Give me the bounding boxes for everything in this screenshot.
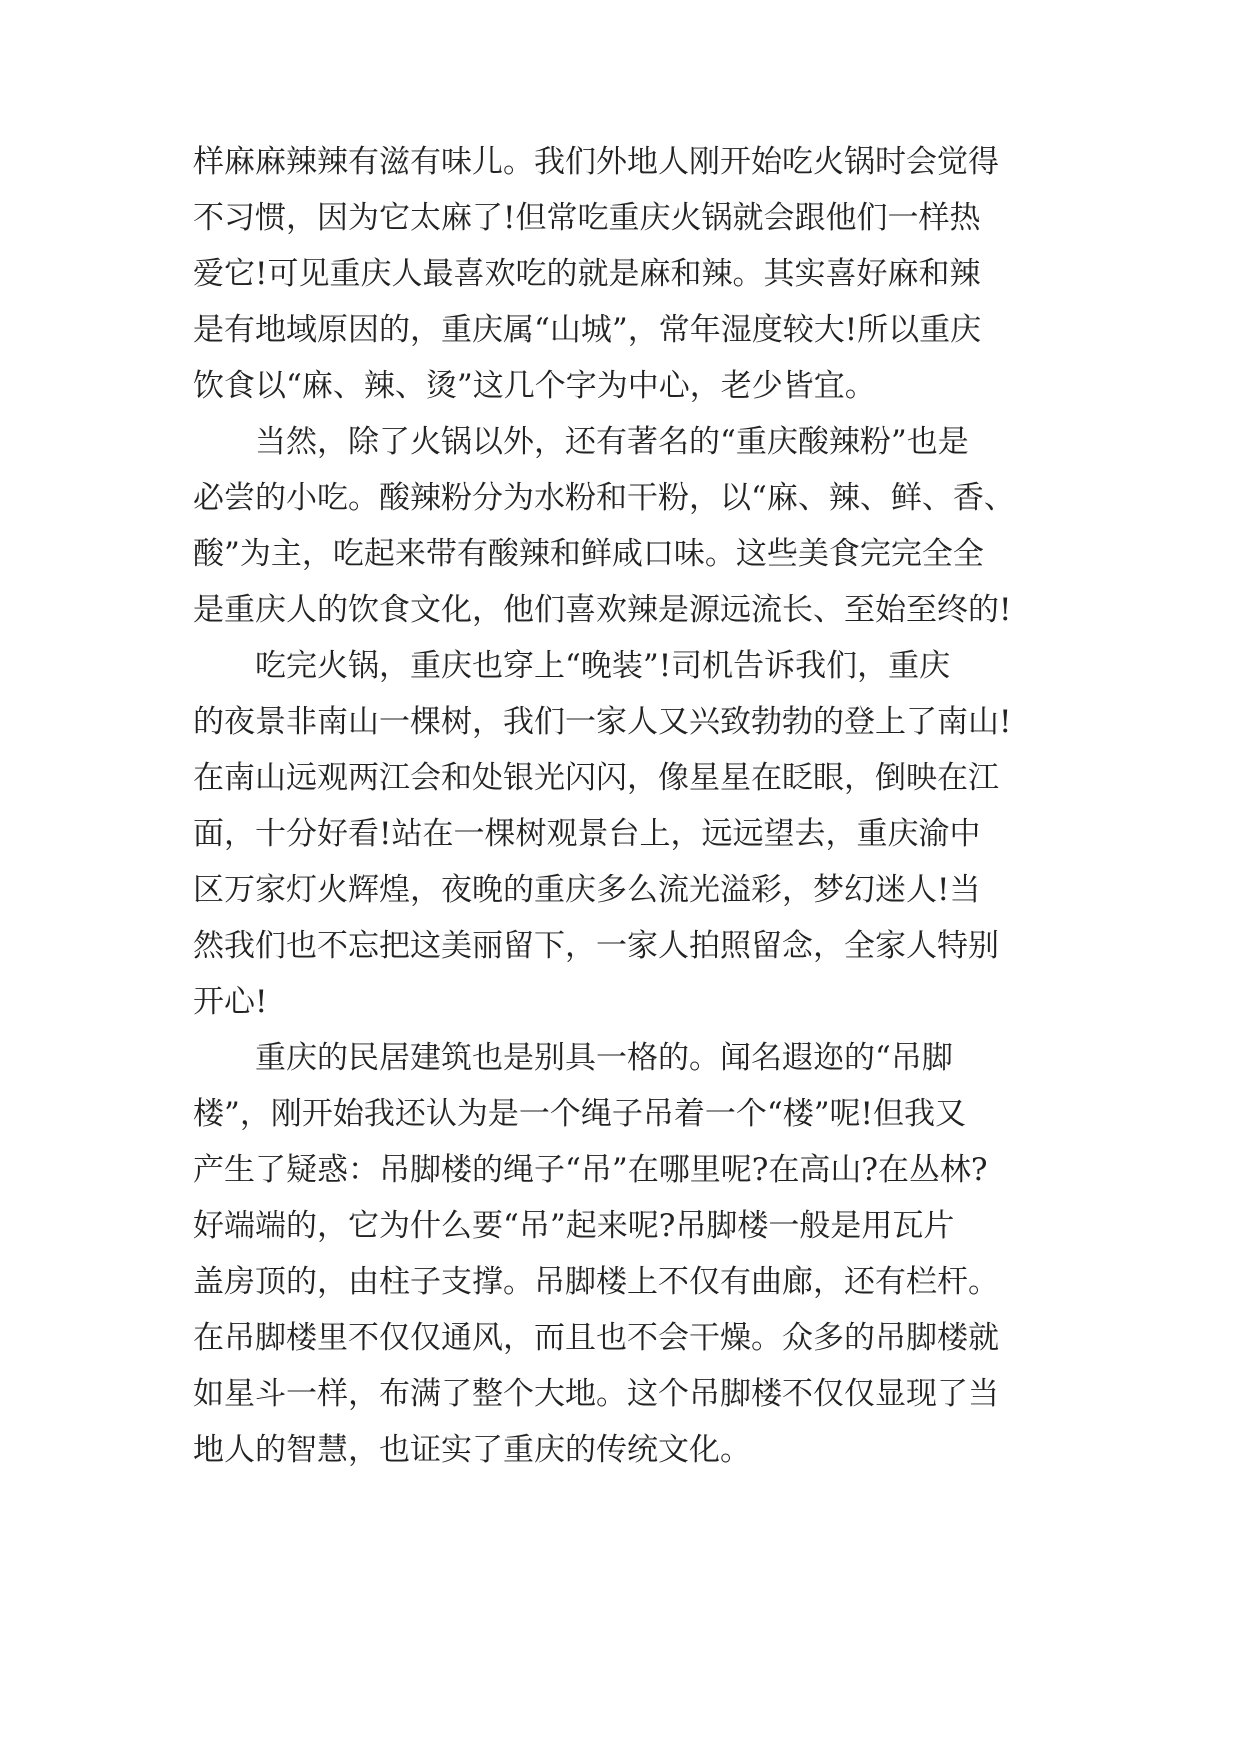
paragraph-3-line-7: 开心! — [193, 984, 268, 1020]
paragraph-2-line-3: 酸”为主，吃起来带有酸辣和鲜咸口味。这些美食完完全全 — [193, 536, 984, 572]
paragraph-1-line-5: 饮食以“麻、辣、烫”这几个字为中心，老少皆宜。 — [193, 368, 876, 404]
paragraph-1-line-4: 是有地域原因的，重庆属“山城”，常年湿度较大!所以重庆 — [193, 312, 982, 348]
paragraph-4-line-1: 重庆的民居建筑也是别具一格的。闻名遐迩的“吊脚 — [255, 1040, 953, 1076]
paragraph-3-line-4: 面，十分好看!站在一棵树观景台上，远远望去，重庆渝中 — [193, 816, 981, 852]
paragraph-4-line-8: 地人的智慧，也证实了重庆的传统文化。 — [193, 1432, 751, 1468]
paragraph-4-line-3: 产生了疑惑：吊脚楼的绳子“吊”在哪里呢?在高山?在丛林? — [193, 1152, 988, 1188]
paragraph-2-line-2: 必尝的小吃。酸辣粉分为水粉和干粉，以“麻、辣、鲜、香、 — [193, 480, 1015, 516]
paragraph-3-line-1: 吃完火锅，重庆也穿上“晚装”!司机告诉我们，重庆 — [255, 648, 951, 684]
paragraph-4-line-5: 盖房顶的，由柱子支撑。吊脚楼上不仅有曲廊，还有栏杆。 — [193, 1264, 999, 1300]
paragraph-2-line-4: 是重庆人的饮食文化，他们喜欢辣是源远流长、至始至终的! — [193, 592, 1012, 628]
paragraph-1-line-2: 不习惯，因为它太麻了!但常吃重庆火锅就会跟他们一样热 — [193, 200, 981, 236]
paragraph-4-line-7: 如星斗一样，布满了整个大地。这个吊脚楼不仅仅显现了当 — [193, 1376, 999, 1412]
paragraph-3-line-2: 的夜景非南山一棵树，我们一家人又兴致勃勃的登上了南山! — [193, 704, 1012, 740]
paragraph-3-line-3: 在南山远观两江会和处银光闪闪，像星星在眨眼，倒映在江 — [193, 760, 999, 796]
paragraph-2-line-1: 当然，除了火锅以外，还有著名的“重庆酸辣粉”也是 — [255, 424, 969, 460]
paragraph-3-line-5: 区万家灯火辉煌，夜晚的重庆多么流光溢彩，梦幻迷人!当 — [193, 872, 981, 908]
paragraph-4-line-2: 楼”，刚开始我还认为是一个绳子吊着一个“楼”呢!但我又 — [193, 1096, 966, 1132]
paragraph-1-line-3: 爱它!可见重庆人最喜欢吃的就是麻和辣。其实喜好麻和辣 — [193, 256, 981, 292]
paragraph-4-line-6: 在吊脚楼里不仅仅通风，而且也不会干燥。众多的吊脚楼就 — [193, 1320, 999, 1356]
paragraph-1-line-1: 样麻麻辣辣有滋有味儿。我们外地人刚开始吃火锅时会觉得 — [193, 144, 999, 180]
paragraph-4-line-4: 好端端的，它为什么要“吊”起来呢?吊脚楼一般是用瓦片 — [193, 1208, 955, 1244]
paragraph-3-line-6: 然我们也不忘把这美丽留下，一家人拍照留念，全家人特别 — [193, 928, 999, 964]
